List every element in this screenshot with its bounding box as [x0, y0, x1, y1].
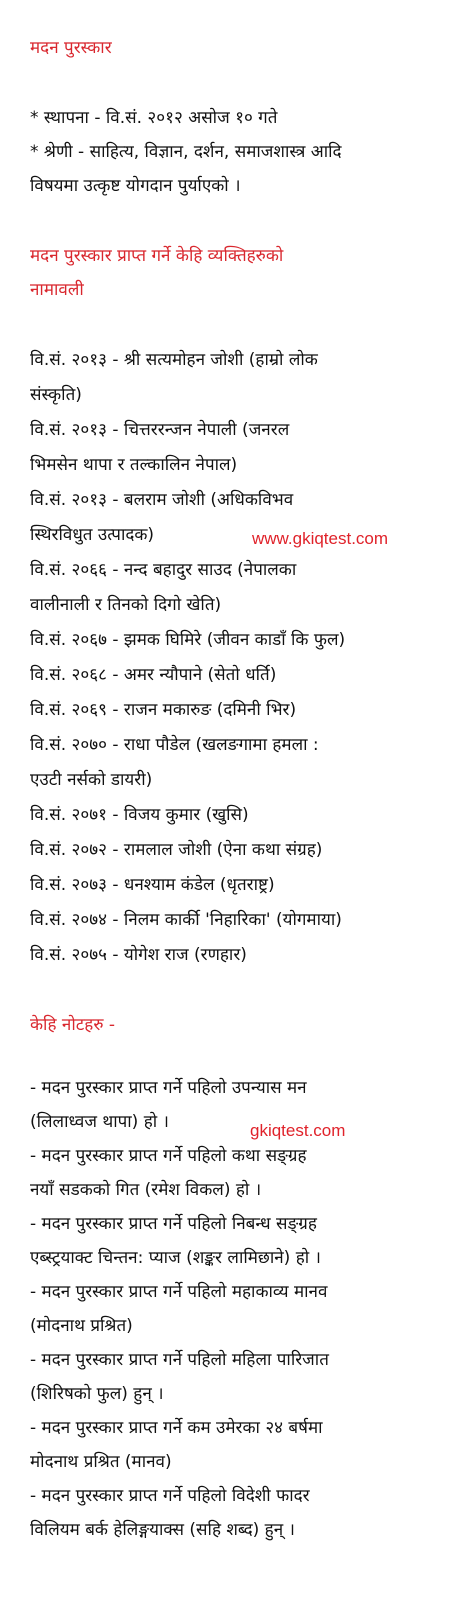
- note-line: (शिरिषको फुल) हुन् ।: [30, 1384, 164, 1404]
- note-line: नयाँ सडकको गित (रमेश विकल) हो ।: [30, 1180, 262, 1200]
- recipient-line: वि.सं. २०६८ - अमर न्यौपाने (सेतो धर्ति): [30, 665, 277, 685]
- note-line: - मदन पुरस्कार प्राप्त गर्ने कम उमेरका २४ बर्षमा: [30, 1418, 323, 1438]
- note-line: - मदन पुरस्कार प्राप्त गर्ने पहिलो उपन्यास मन: [30, 1078, 307, 1098]
- note-line: - मदन पुरस्कार प्राप्त गर्ने पहिलो कथा सङ्ग्रह: [30, 1146, 307, 1166]
- text-line: * स्थापना - वि.सं. २०१२ असोज १० गते: [30, 108, 278, 128]
- recipient-line: वि.सं. २०७४ - निलम कार्की 'निहारिका' (योगमाया): [30, 910, 342, 930]
- note-line: (लिलाध्वज थापा) हो ।: [30, 1112, 169, 1132]
- recipient-line: स्थिरविधुत उत्पादक): [30, 525, 155, 545]
- section-heading-madan-award: मदन पुरस्कार: [30, 38, 112, 58]
- note-line: - मदन पुरस्कार प्राप्त गर्ने पहिलो महिला पारिजात: [30, 1350, 329, 1370]
- watermark-url: gkiqtest.com: [250, 1121, 346, 1140]
- recipient-line: वि.सं. २०७० - राधा पौडेल (खलङगामा हमला :: [30, 735, 319, 755]
- recipient-line: वि.सं. २०७५ - योगेश राज (रणहार): [30, 945, 247, 965]
- recipient-line: संस्कृति): [30, 385, 82, 405]
- recipient-line: वि.सं. २०६६ - नन्द बहादुर साउद (नेपालका: [30, 560, 297, 580]
- note-line: एब्स्ट्रयाक्ट चिन्तन: प्याज (शङ्कर लामिछाने) हो ।: [30, 1248, 321, 1268]
- watermark-url: www.gkiqtest.com: [252, 529, 389, 548]
- recipient-line: वि.सं. २०१३ - श्री सत्यमोहन जोशी (हाम्रो लोक: [30, 350, 318, 370]
- recipient-line: वि.सं. २०१३ - बलराम जोशी (अधिकविभव: [30, 490, 294, 510]
- recipient-line: वि.सं. २०७३ - धनश्याम कंडेल (धृतराष्ट्र): [30, 875, 275, 895]
- note-line: - मदन पुरस्कार प्राप्त गर्ने पहिलो महाकाव्य मानव: [30, 1282, 328, 1302]
- note-line: - मदन पुरस्कार प्राप्त गर्ने पहिलो विदेशी फादर: [30, 1486, 310, 1506]
- recipient-line: वि.सं. २०७२ - रामलाल जोशी (ऐना कथा संग्रह): [30, 840, 323, 860]
- section-heading-notes: केहि नोटहरु -: [30, 1015, 116, 1035]
- recipient-line: वालीनाली र तिनको दिगो खेति): [30, 595, 222, 615]
- note-line: मोदनाथ प्रश्रित (मानव): [30, 1452, 172, 1472]
- note-line: (मोदनाथ प्रश्रित): [30, 1316, 133, 1336]
- note-line: विलियम बर्क हेलिङ्गयाक्स (सहि शब्द) हुन् ।: [30, 1520, 295, 1540]
- recipient-line: भिमसेन थापा र तल्कालिन नेपाल): [30, 455, 238, 475]
- recipient-line: वि.सं. २०१३ - चित्तररन्जन नेपाली (जनरल: [30, 420, 290, 440]
- text-line: * श्रेणी - साहित्य, विज्ञान, दर्शन, समाजशास्त्र आदि: [30, 142, 342, 162]
- section-heading-recipients: मदन पुरस्कार प्राप्त गर्ने केहि व्यक्तिहरुको: [30, 246, 284, 266]
- recipient-line: एउटी नर्सको डायरी): [30, 770, 153, 790]
- section-heading-recipients-cont: नामावली: [30, 280, 84, 300]
- note-line: - मदन पुरस्कार प्राप्त गर्ने पहिलो निबन्ध सङ्ग्रह: [30, 1214, 317, 1234]
- text-line: विषयमा उत्कृष्ट योगदान पुर्याएको ।: [30, 176, 241, 196]
- recipient-line: वि.सं. २०७१ - विजय कुमार (खुसि): [30, 805, 249, 825]
- recipient-line: वि.सं. २०६९ - राजन मकारुङ (दमिनी भिर): [30, 700, 297, 720]
- recipient-line: वि.सं. २०६७ - झमक घिमिरे (जीवन काडाँ कि फुल): [30, 630, 346, 650]
